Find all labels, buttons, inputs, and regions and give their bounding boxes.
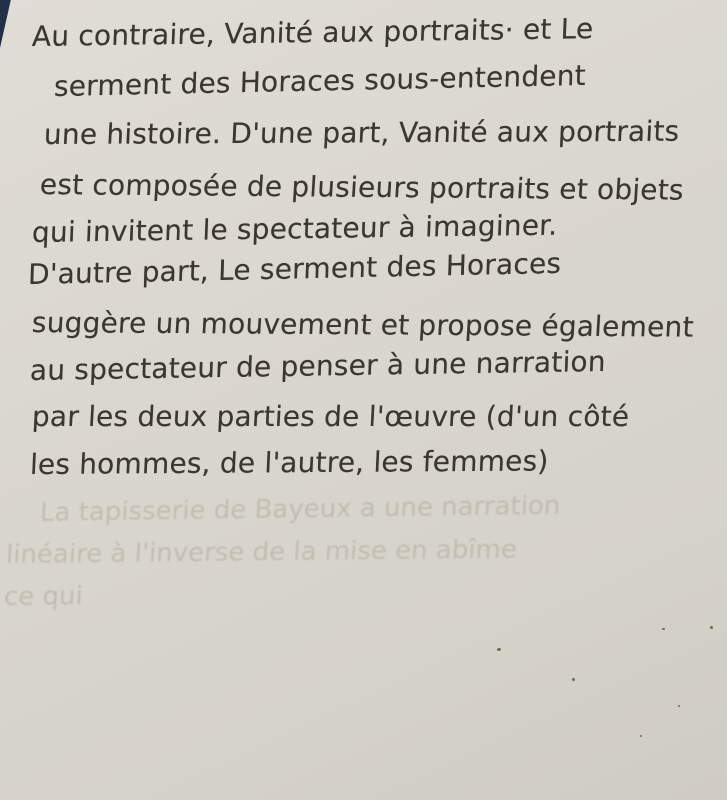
- handwritten-line: Au contraire, Vanité aux portraits· et Le: [31, 12, 595, 54]
- handwritten-line: une histoire. D'une part, Vanité aux portraits: [43, 114, 681, 152]
- photo-corner-background: [0, 0, 15, 48]
- handwritten-line: qui invitent le spectateur à imaginer.: [31, 208, 559, 250]
- paper-speck: [497, 648, 501, 651]
- paper-speck: [640, 735, 642, 737]
- erased-pencil-line: ce qui: [3, 581, 84, 613]
- handwritten-line: D'autre part, Le serment des Horaces: [27, 246, 562, 292]
- handwritten-line: est composée de plusieurs portraits et objets: [38, 168, 685, 207]
- handwritten-line: par les deux parties de l'œuvre (d'un côté: [31, 400, 631, 433]
- erased-pencil-line: La tapisserie de Bayeux a une narration: [39, 490, 562, 529]
- handwritten-line: au spectateur de penser à une narration: [29, 344, 607, 388]
- handwritten-line: serment des Horaces sous-entendent: [53, 58, 587, 104]
- paper-speck: [678, 705, 680, 707]
- paper-speck: [710, 626, 713, 629]
- erased-pencil-line: linéaire à l'inverse de la mise en abîme: [5, 534, 518, 571]
- paper-speck: [662, 628, 665, 630]
- handwritten-line: les hommes, de l'autre, les femmes): [29, 444, 550, 482]
- paper-speck: [572, 678, 575, 681]
- handwritten-line: suggère un mouvement et propose également: [31, 306, 695, 344]
